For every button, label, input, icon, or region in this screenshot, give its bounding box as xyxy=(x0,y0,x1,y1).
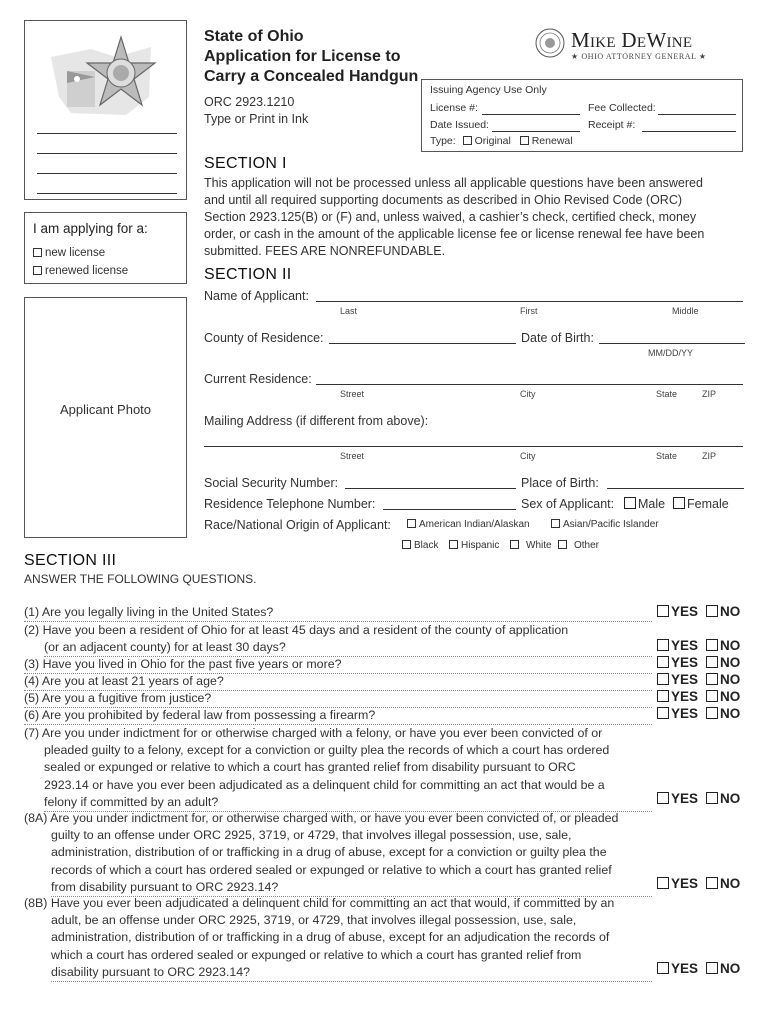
q1-no-checkbox[interactable] xyxy=(706,605,718,617)
emblem-line-1[interactable] xyxy=(37,133,177,134)
q8a-answer[interactable]: YES NO xyxy=(657,876,740,891)
applicant-photo-label: Applicant Photo xyxy=(59,402,152,417)
brand-name: Mike DeWine xyxy=(571,28,693,52)
renewed-license-option[interactable]: renewed license xyxy=(33,265,128,277)
section-3-instruction: ANSWER THE FOLLOWING QUESTIONS. xyxy=(24,572,257,586)
pob-label: Place of Birth: xyxy=(521,476,599,490)
q6-yes-checkbox[interactable] xyxy=(657,707,669,719)
q2-no-checkbox[interactable] xyxy=(706,639,718,651)
county-label: County of Residence: xyxy=(204,331,324,345)
q8a-yes-checkbox[interactable] xyxy=(657,877,669,889)
checkbox-icon[interactable] xyxy=(510,540,519,549)
q8b-no-checkbox[interactable] xyxy=(706,962,718,974)
question-1: (1) Are you legally living in the United States? xyxy=(24,604,652,622)
question-5: (5) Are you a fugitive from justice? xyxy=(24,690,652,708)
q5-answer[interactable]: YES NO xyxy=(657,689,740,704)
emblem-box xyxy=(24,20,187,200)
ssn-field[interactable] xyxy=(345,488,516,489)
question-6: (6) Are you prohibited by federal law from possessing a firearm? xyxy=(24,707,652,725)
fee-collected-label: Fee Collected: xyxy=(588,102,656,114)
q2-answer[interactable]: YES NO xyxy=(657,638,740,653)
emblem-line-3[interactable] xyxy=(37,173,177,174)
agency-box-title: Issuing Agency Use Only xyxy=(430,84,547,96)
applying-title: I am applying for a: xyxy=(33,221,148,236)
q8b-yes-checkbox[interactable] xyxy=(657,962,669,974)
section-1-heading: SECTION I xyxy=(204,155,287,172)
current-street-label: Street xyxy=(340,389,365,399)
license-number-label: License #: xyxy=(430,102,478,114)
dob-label: Date of Birth: xyxy=(521,331,594,345)
applying-box xyxy=(24,212,187,284)
q3-answer[interactable]: YES NO xyxy=(657,655,740,670)
name-label: Name of Applicant: xyxy=(204,289,309,303)
name-middle-label: Middle xyxy=(672,306,699,316)
date-issued-label: Date Issued: xyxy=(430,119,489,131)
original-checkbox[interactable] xyxy=(463,136,472,145)
current-city-label: City xyxy=(520,389,536,399)
q8b-answer[interactable]: YES NO xyxy=(657,961,740,976)
q2-yes-checkbox[interactable] xyxy=(657,639,669,651)
current-residence-label: Current Residence: xyxy=(204,372,312,386)
q4-answer[interactable]: YES NO xyxy=(657,672,740,687)
sex-male-option[interactable]: Male xyxy=(624,497,665,511)
renewal-checkbox[interactable] xyxy=(520,136,529,145)
q5-no-checkbox[interactable] xyxy=(706,690,718,702)
q7-answer[interactable]: YES NO xyxy=(657,791,740,806)
pob-field[interactable] xyxy=(607,488,744,489)
mailing-address-label: Mailing Address (if different from above): xyxy=(204,414,429,428)
emblem-line-4[interactable] xyxy=(37,193,177,194)
ssn-label: Social Security Number: xyxy=(204,476,339,490)
sex-label: Sex of Applicant: xyxy=(521,497,615,511)
q6-answer[interactable]: YES NO xyxy=(657,706,740,721)
phone-field[interactable] xyxy=(383,509,516,510)
question-3: (3) Have you lived in Ohio for the past five years or more? xyxy=(24,656,652,674)
q7-yes-checkbox[interactable] xyxy=(657,792,669,804)
female-checkbox[interactable] xyxy=(673,497,685,509)
race-label: Race/National Origin of Applicant: xyxy=(204,518,391,532)
dob-field[interactable] xyxy=(599,343,745,344)
question-8a: (8A) Are you under indictment for, or otherwise charged with, or have you ever been convicted of, or pleaded guilty to an offense under ORC 2925, 3719, or 4729, that involves illegal possession, use, sale, administration, distribution of or trafficking in a drug of abuse, except for a conviction or guilty plea the records of which a court has ordered sealed or expunged or relative to which a court has granted relief from disability pursuant to ORC 2923.14? xyxy=(24,810,652,897)
male-checkbox[interactable] xyxy=(624,497,636,509)
type-print-note: Type or Print in Ink xyxy=(204,112,309,126)
race-option-american-indian[interactable]: American Indian/Alaskan xyxy=(407,519,530,530)
checkbox-icon[interactable] xyxy=(558,540,567,549)
emblem-line-2[interactable] xyxy=(37,153,177,154)
mailing-state-label: State xyxy=(656,451,678,461)
phone-label: Residence Telephone Number: xyxy=(204,497,376,511)
receipt-label: Receipt #: xyxy=(588,119,636,131)
ohio-ag-seal-icon xyxy=(535,28,565,58)
checkbox-icon[interactable] xyxy=(551,519,560,528)
license-number-field[interactable] xyxy=(482,114,580,115)
fee-collected-field[interactable] xyxy=(658,114,736,115)
question-4: (4) Are you at least 21 years of age? xyxy=(24,673,652,691)
sex-female-option[interactable]: Female xyxy=(673,497,729,511)
race-option-other[interactable]: Other xyxy=(558,540,599,551)
question-8b: (8B) Have you ever been adjudicated a delinquent child for committing an act that would, if committed by an adult, be an offense under ORC 2925, 3719, or 4729, that involves illegal possession, use, sale, administration, distribution of or trafficking in a drug of abuse, except for an adjudication the records of which a court has ordered sealed or expunged or relative to which a court has granted relief from disability pursuant to ORC 2923.14? xyxy=(24,895,652,982)
race-option-white[interactable]: White xyxy=(510,540,552,551)
section-1-text: This application will not be processed unless all applicable questions have been answered and until all required supporting documents as described in Ohio Revised Code (ORC) Section 2923.125(B) or (F) and, unless waived, a cashier’s check, certified check, money order, or cash in the amount of the applicable license fee or license renewal fee have been submitted. FEES ARE NONREFUNDABLE. xyxy=(204,176,705,258)
q3-no-checkbox[interactable] xyxy=(706,656,718,668)
q1-answer[interactable]: YES NO xyxy=(657,604,740,619)
checkbox-icon[interactable] xyxy=(402,540,411,549)
brand-subtitle: ★ OHIO ATTORNEY GENERAL ★ xyxy=(571,52,707,61)
receipt-field[interactable] xyxy=(642,131,736,132)
name-last-label: Last xyxy=(340,306,358,316)
race-option-asian[interactable]: Asian/Pacific Islander xyxy=(551,519,659,530)
ohio-star-emblem-icon xyxy=(31,27,181,117)
orc-number: ORC 2923.1210 xyxy=(204,95,295,109)
agency-use-box xyxy=(421,79,743,152)
q3-yes-checkbox[interactable] xyxy=(657,656,669,668)
dob-format-label: MM/DD/YY xyxy=(648,348,693,358)
county-field[interactable] xyxy=(329,343,516,344)
q7-no-checkbox[interactable] xyxy=(706,792,718,804)
race-option-hispanic[interactable]: Hispanic xyxy=(449,540,499,551)
mailing-address-field[interactable] xyxy=(204,446,743,447)
current-zip-label: ZIP xyxy=(702,389,717,399)
q6-no-checkbox[interactable] xyxy=(706,707,718,719)
q8a-no-checkbox[interactable] xyxy=(706,877,718,889)
question-2: (2) Have you been a resident of Ohio for at least 45 days and a resident of the county of application (or an adjacent county) for at least 30 days? xyxy=(24,622,652,657)
date-issued-field[interactable] xyxy=(492,131,580,132)
mailing-zip-label: ZIP xyxy=(702,451,717,461)
q4-no-checkbox[interactable] xyxy=(706,673,718,685)
mailing-city-label: City xyxy=(520,451,536,461)
question-7: (7) Are you under indictment for or otherwise charged with a felony, or have you ever been convicted of or pleaded guilty to a felony, except for a conviction or guilty plea the records of which a court has ordered sealed or expunged or relative to which a court has granted relief from disability pursuant to ORC 2923.14 or have you ever been adjudicated as a delinquent child for committing an act that would be a felony if committed by an adult? xyxy=(24,725,652,812)
name-first-label: First xyxy=(520,306,538,316)
section-2-heading: SECTION II xyxy=(204,266,292,283)
checkbox-icon[interactable] xyxy=(449,540,458,549)
checkbox-icon[interactable] xyxy=(33,248,42,257)
q1-yes-checkbox[interactable] xyxy=(657,605,669,617)
current-residence-field[interactable] xyxy=(316,384,743,385)
q4-yes-checkbox[interactable] xyxy=(657,673,669,685)
name-field[interactable] xyxy=(316,301,743,302)
form-title: State of Ohio Application for License to Carry a Concealed Handgun xyxy=(204,28,419,85)
mailing-street-label: Street xyxy=(340,451,365,461)
applicant-photo-box xyxy=(24,297,187,538)
checkbox-icon[interactable] xyxy=(33,266,42,275)
section-3-heading: SECTION III xyxy=(24,552,117,569)
q5-yes-checkbox[interactable] xyxy=(657,690,669,702)
new-license-option[interactable]: new license xyxy=(33,247,105,259)
type-row: Type: Original Renewal xyxy=(430,135,573,147)
current-state-label: State xyxy=(656,389,678,399)
race-option-black[interactable]: Black xyxy=(402,540,438,551)
checkbox-icon[interactable] xyxy=(407,519,416,528)
